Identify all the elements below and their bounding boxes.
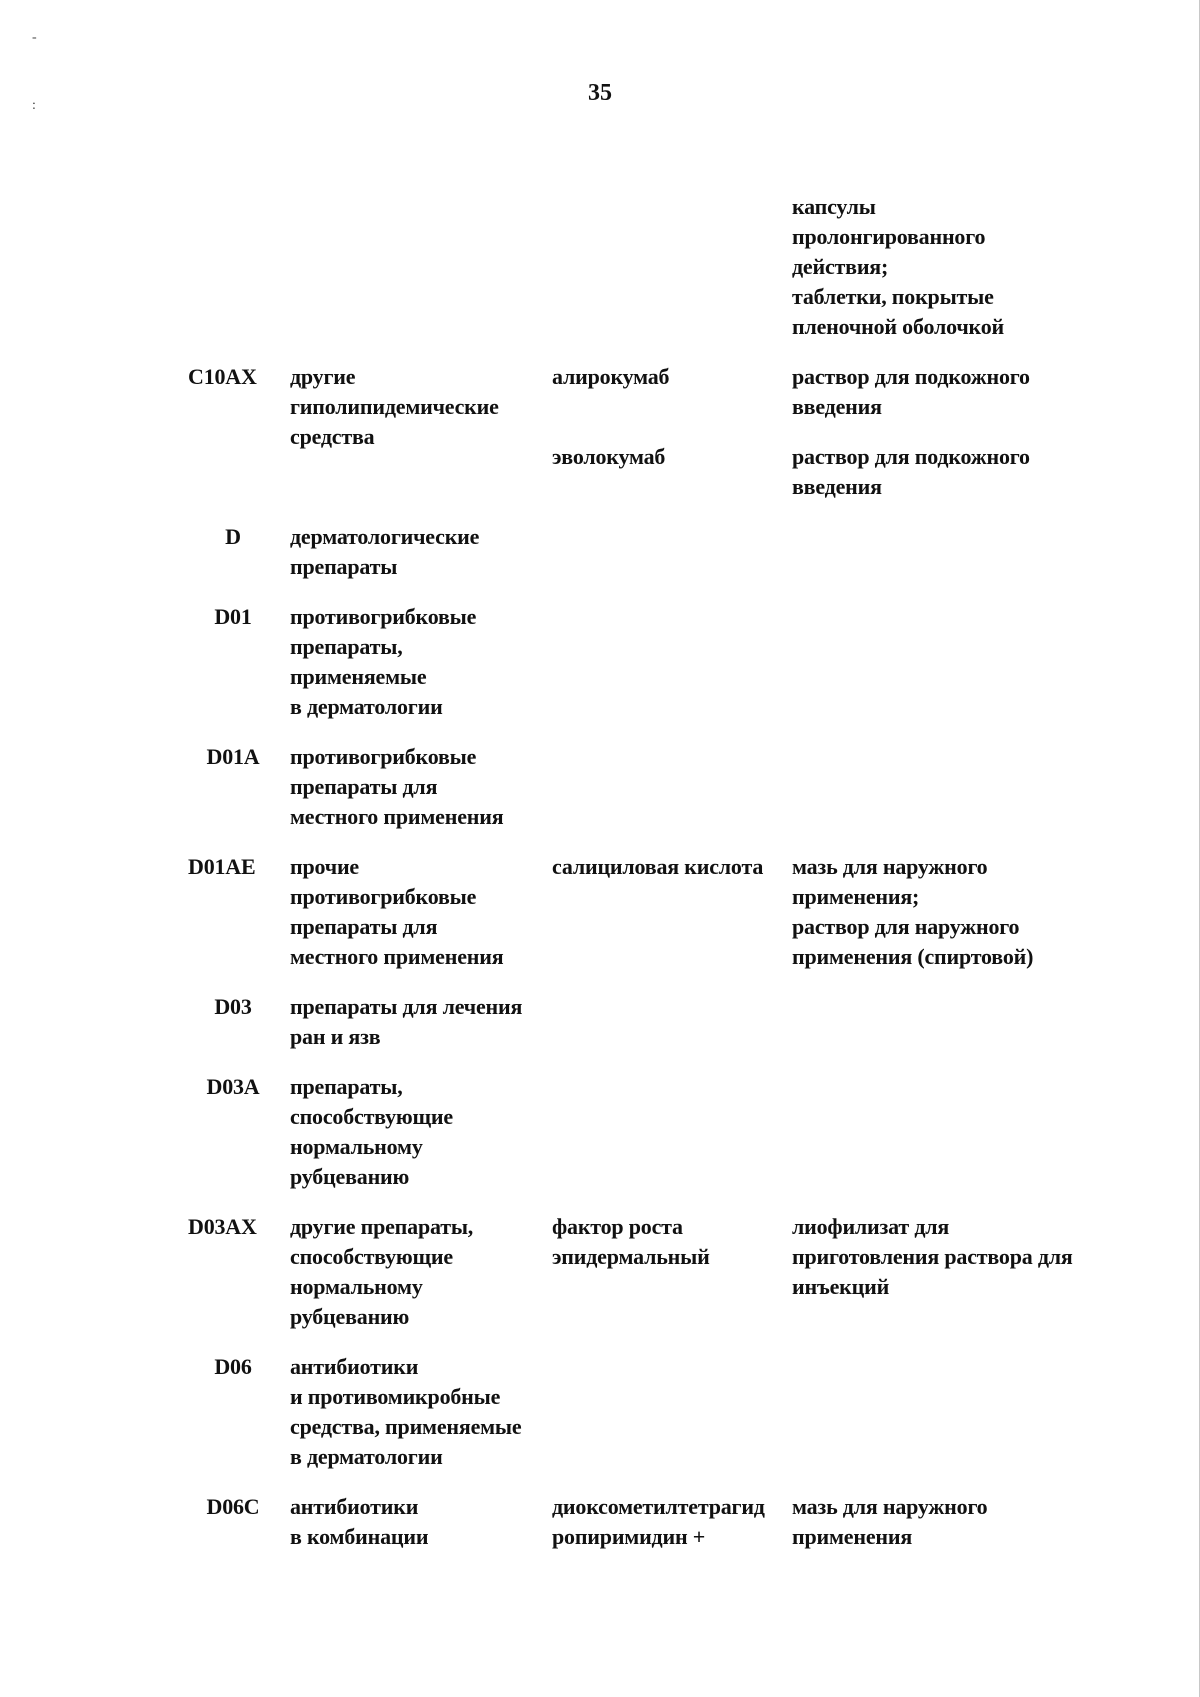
drug-name: фактор роста эпидермальный [552,1214,710,1269]
dosage-form: мазь для наружного применения [792,1494,988,1549]
page-number: 35 [588,80,612,106]
group-name: прочие противогрибковые препараты для местного применения [290,854,504,969]
dosage-form [792,992,1086,1052]
group-name: препараты, способствующие нормальному рубцеванию [290,1074,453,1189]
dosage-form: капсулы пролонгированного действия; таблетки, покрытые пленочной оболочкой [792,194,1005,339]
drug-name: салициловая кислота [552,854,764,879]
scan-mark: - [32,30,37,45]
table-row [186,992,1086,1052]
drug-name: алирокумаб [552,364,670,389]
atc-code: D06 [214,1354,252,1379]
drug-name [552,1352,792,1472]
dosage-form: раствор для подкожного введения [792,364,1030,419]
atc-code: D01 [214,604,252,629]
scan-mark: : [32,98,36,113]
group-name: противогрибковые препараты для местного применения [290,744,504,829]
dosage-form: лиофилизат для приготовления раствора для инъекций [792,1214,1073,1299]
atc-code: C10AX [188,364,257,389]
dosage-form [792,742,1086,832]
dosage-form [792,522,1086,582]
form-column [792,362,1086,502]
group-name: дерматологические препараты [290,524,480,579]
drug-name [552,1072,792,1192]
group-name: противогрибковые препараты, применяемые в дерматологии [290,604,477,719]
table-row [186,192,1086,342]
table-row [186,1212,1086,1332]
table-row [186,602,1086,722]
group-name: антибиотики в комбинации [290,1494,429,1549]
atc-code: D06C [206,1494,260,1519]
drug-name [552,192,792,342]
group-name: другие препараты, способствующие нормальному рубцеванию [290,1214,474,1329]
group-name: препараты для лечения ран и язв [290,994,523,1049]
table-row [186,362,1086,502]
table-row [186,852,1086,972]
group-name: антибиотики и противомикробные средства, применяемые в дерматологии [290,1354,522,1469]
dosage-form [792,1072,1086,1192]
dosage-form: раствор для подкожного введения [792,444,1030,499]
drug-name: диоксометилтетрагид ропиримидин + [552,1494,765,1549]
dosage-form: мазь для наружного применения; раствор для наружного применения (спиртовой) [792,854,1034,969]
drug-name [552,522,792,582]
drug-name [552,602,792,722]
atc-code [186,192,290,342]
atc-code: D03 [214,994,252,1019]
drug-name: эволокумаб [552,444,666,469]
table-row [186,1352,1086,1472]
dosage-form [792,1352,1086,1472]
table-row [186,742,1086,832]
atc-code: D01AE [188,854,256,879]
atc-code: D03A [206,1074,260,1099]
group-name [290,192,552,342]
drug-table [186,192,1086,1552]
table-row [186,1072,1086,1192]
atc-code: D01A [206,744,260,769]
dosage-form [792,602,1086,722]
table-row [186,522,1086,582]
drug-name [552,742,792,832]
atc-code: D03AX [188,1214,257,1239]
table-row [186,1492,1086,1552]
drug-name [552,992,792,1052]
drug-column [552,362,792,502]
atc-code: D [225,524,241,549]
group-name: другие гиполипидемические средства [290,364,499,449]
